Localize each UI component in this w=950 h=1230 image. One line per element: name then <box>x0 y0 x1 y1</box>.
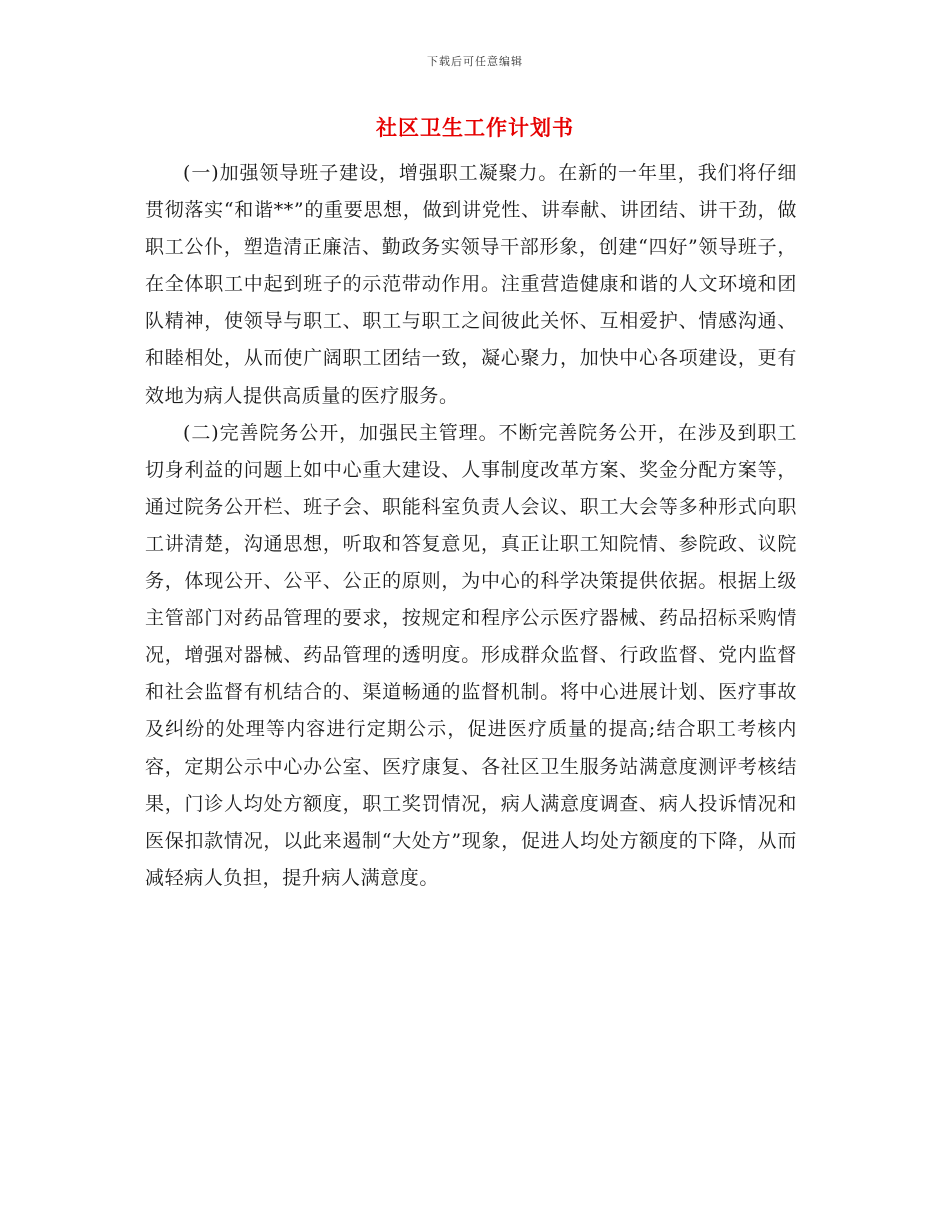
paragraph-2: (二)完善院务公开，加强民主管理。不断完善院务公开，在涉及到职工切身利益的问题上如中心重大建设、人事制度改革方案、奖金分配方案等，通过院务公开栏、班子会、职能科室负责人会议、职工大会等多种形式向职工讲清楚，沟通思想，听取和答复意见，真正让职工知院情、参院政、议院务，体现公开、公平、公正的原则，为中心的科学决策提供依据。根据上级主管部门对药品管理的要求，按规定和程序公示医疗器械、药品招标采购情况，增强对器械、药品管理的透明度。形成群众监督、行政监督、党内监督和社会监督有机结合的、渠道畅通的监督机制。将中心进展计划、医疗事故及纠纷的处理等内容进行定期公示，促进医疗质量的提高;结合职工考核内容，定期公示中心办公室、医疗康复、各社区卫生服务站满意度测评考核结果，门诊人均处方额度，职工奖罚情况，病人满意度调查、病人投诉情况和医保扣款情况，以此来遏制“大处方”现象，促进人均处方额度的下降，从而减轻病人负担，提升病人满意度。 <box>145 421 797 889</box>
document-title: 社区卫生工作计划书 <box>376 115 574 140</box>
header-note: 下载后可任意编辑 <box>427 55 523 68</box>
document-body <box>145 155 797 897</box>
paragraph-1: (一)加强领导班子建设，增强职工凝聚力。在新的一年里，我们将仔细贯彻落实“和谐**”的重要思想，做到讲党性、讲奉献、讲团结、讲干劲，做职工公仆，塑造清正廉洁、勤政务实领导干部形象，创建“四好”领导班子，在全体职工中起到班子的示范带动作用。注重营造健康和谐的人文环境和团队精神，使领导与职工、职工与职工之间彼此关怀、互相爱护、情感沟通、和睦相处，从而使广阔职工团结一致，凝心聚力，加快中心各项建设，更有效地为病人提供高质量的医疗服务。 <box>145 162 797 407</box>
